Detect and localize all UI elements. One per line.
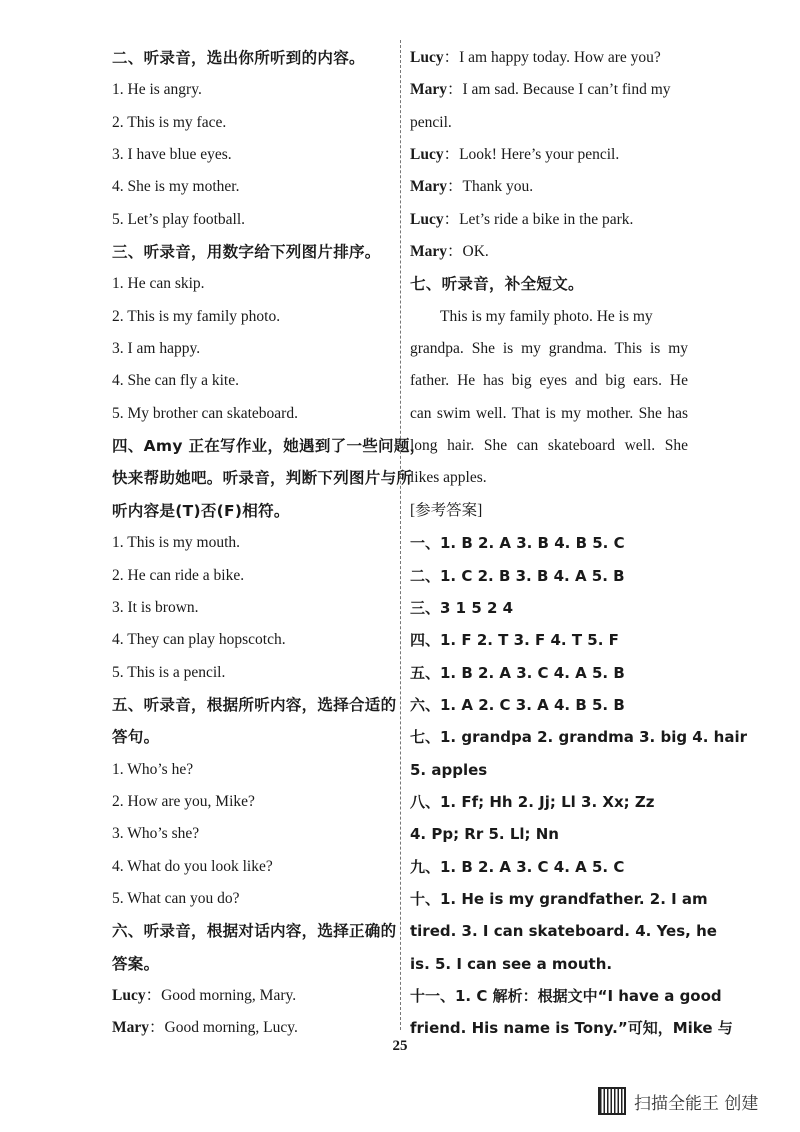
- passage-line: long hair. She can skateboard well. She: [410, 437, 688, 455]
- answer-line: 一、1. B 2. A 3. B 4. B 5. C: [410, 534, 625, 553]
- answer-line: 四、1. F 2. T 3. F 4. T 5. F: [410, 631, 619, 650]
- passage-line: This is my family photo. He is my: [440, 307, 653, 325]
- answer-line: 五、1. B 2. A 3. C 4. A 5. B: [410, 663, 625, 682]
- section-heading: 答句。: [112, 728, 160, 747]
- section-heading: 二、听录音，选出你所听到的内容。: [112, 49, 365, 67]
- answer-line: 七、1. grandpa 2. grandma 3. big 4. hair: [410, 728, 748, 747]
- text-line: [参考答案]: [410, 501, 483, 519]
- dialog-line: [112, 980, 390, 1012]
- left-column: [112, 42, 426, 1045]
- text-line: 2. How are you, Mike?: [112, 792, 255, 810]
- speaker-name: Lucy: [410, 146, 444, 164]
- text-line: likes apples.: [410, 469, 487, 487]
- passage-line: father. He has big eyes and big ears. He: [410, 372, 688, 390]
- text-line: 3. I have blue eyes.: [112, 146, 232, 164]
- dialog-text: ：I am happy today. How are you?: [443, 49, 661, 66]
- text-line: 2. He can ride a bike.: [112, 566, 245, 584]
- section-heading: 答案。: [112, 954, 160, 973]
- dialog-text: ：Look! Here’s your pencil.: [443, 146, 620, 164]
- text-line: 1. This is my mouth.: [112, 534, 241, 552]
- answer-line: 5. apples: [410, 760, 488, 779]
- section-heading: 五、听录音，根据所听内容，选择合适的: [112, 695, 397, 714]
- text-line: 1. Who’s he?: [112, 760, 194, 778]
- answer-line: 八、1. Ff; Hh 2. Jj; Ll 3. Xx; Zz: [410, 792, 655, 811]
- text-line: 5. Let’s play football.: [112, 210, 246, 228]
- dialog-text: ：Let’s ride a bike in the park.: [443, 210, 634, 228]
- dialog-line: [410, 74, 688, 106]
- answer-line: 4. Pp; Rr 5. Ll; Nn: [410, 825, 559, 844]
- answer-line: 二、1. C 2. B 3. B 4. A 5. B: [410, 566, 625, 585]
- dialog-text: ：Thank you.: [447, 178, 534, 196]
- text-line: 1. He can skip.: [112, 275, 205, 293]
- section-heading: 三、听录音，用数字给下列图片排序。: [112, 243, 381, 262]
- text-line: 2. This is my face.: [112, 113, 227, 131]
- text-line: 4. What do you look like?: [112, 857, 273, 875]
- text-line: 5. What can you do?: [112, 889, 240, 907]
- dialog-line: [410, 204, 688, 236]
- dialog-text: ：I am sad. Because I can’t find my: [447, 81, 671, 99]
- watermark-text: 扫描全能王 创建: [634, 1093, 759, 1114]
- text-line: 4. She is my mother.: [112, 178, 240, 196]
- text-line: 3. It is brown.: [112, 598, 199, 616]
- text-line: 5. My brother can skateboard.: [112, 404, 298, 422]
- dialog-text: ：OK.: [447, 243, 489, 261]
- section-heading: 四、Amy 正在写作业，她遇到了一些问题，: [112, 437, 426, 456]
- dialog-line: [410, 42, 688, 74]
- text-line: 5. This is a pencil.: [112, 663, 226, 681]
- column-divider: [400, 40, 402, 1030]
- text-line: 4. They can play hopscotch.: [112, 631, 286, 649]
- speaker-name: Lucy: [410, 49, 444, 66]
- dialog-line: [410, 236, 688, 268]
- speaker-name: Mary: [112, 1019, 150, 1037]
- section-heading: 听内容是(T)否(F)相符。: [112, 501, 290, 520]
- text-line: 1. He is angry.: [112, 81, 202, 99]
- speaker-name: Lucy: [410, 210, 444, 228]
- speaker-name: Lucy: [112, 986, 146, 1004]
- page-number: 25: [392, 1038, 408, 1054]
- dialog-line: [410, 139, 688, 171]
- speaker-name: Mary: [410, 243, 448, 261]
- text-line: pencil.: [410, 113, 452, 131]
- answer-line: tired. 3. I can skateboard. 4. Yes, he: [410, 922, 717, 941]
- scanner-watermark: [598, 1086, 758, 1116]
- section-heading: 七、听录音，补全短文。: [410, 275, 584, 294]
- answer-line: 九、1. B 2. A 3. C 4. A 5. C: [410, 857, 625, 876]
- answer-line: friend. His name is Tony.”可知，Mike 与: [410, 1019, 733, 1038]
- section-heading: 六、听录音，根据对话内容，选择正确的: [112, 922, 397, 941]
- answer-line: 三、3 1 5 2 4: [410, 598, 514, 617]
- text-line: 4. She can fly a kite.: [112, 372, 239, 390]
- answer-line: 十、1. He is my grandfather. 2. I am: [410, 889, 708, 908]
- dialog-text: ：Good morning, Lucy.: [149, 1019, 298, 1037]
- dialog-line: [410, 171, 688, 203]
- speaker-name: Mary: [410, 178, 448, 196]
- section-heading: 快来帮助她吧。听录音，判断下列图片与所: [112, 469, 413, 488]
- text-line: 3. I am happy.: [112, 340, 201, 358]
- answer-line: is. 5. I can see a mouth.: [410, 954, 613, 973]
- right-column: [410, 42, 748, 1045]
- passage-line: grandpa. She is my grandma. This is my: [410, 340, 688, 358]
- speaker-name: Mary: [410, 81, 448, 99]
- passage-line: can swim well. That is my mother. She has: [410, 404, 688, 422]
- dialog-text: ：Good morning, Mary.: [145, 986, 297, 1004]
- answer-line: 六、1. A 2. C 3. A 4. B 5. B: [410, 695, 625, 714]
- text-line: 3. Who’s she?: [112, 825, 200, 843]
- text-line: 2. This is my family photo.: [112, 307, 281, 325]
- answer-line: 十一、1. C 解析：根据文中“I have a good: [410, 986, 722, 1005]
- qr-code-icon: [598, 1087, 626, 1115]
